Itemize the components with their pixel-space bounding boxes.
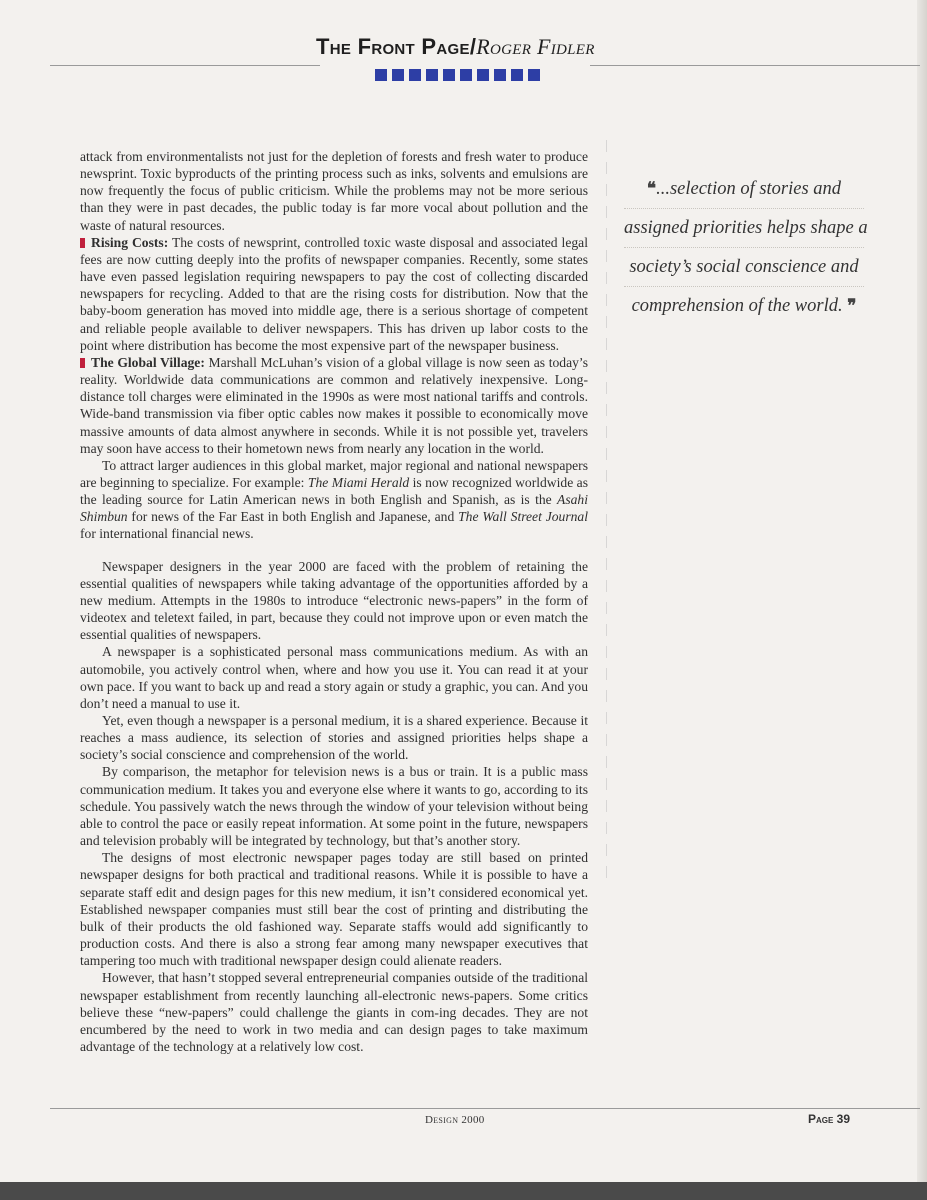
header-squares <box>375 69 540 81</box>
subhead: Rising Costs: <box>91 234 169 250</box>
bullet-icon <box>80 358 85 368</box>
pull-quote-line: society’s social conscience and <box>624 248 864 287</box>
pull-quote <box>624 170 868 325</box>
open-quote-icon: ❝ <box>646 179 657 198</box>
header-square-icon <box>460 69 472 81</box>
header-square-icon <box>528 69 540 81</box>
header-square-icon <box>511 69 523 81</box>
subhead: The Global Village: <box>91 354 205 370</box>
section-title: The Front Page/ <box>316 34 477 59</box>
header-square-icon <box>409 69 421 81</box>
page-edge <box>917 0 927 1182</box>
close-quote-icon: ❞ <box>847 296 857 315</box>
header-rule-right <box>590 65 920 66</box>
publication-name: The Miami Herald <box>307 474 410 490</box>
publication-name: The Wall Street Journal <box>458 509 588 525</box>
paragraph <box>80 354 588 457</box>
header-rule-left <box>50 65 320 66</box>
page-title <box>316 34 595 60</box>
paragraph <box>80 457 588 543</box>
publication-name: Asahi Shimbun <box>80 492 588 525</box>
scan-background <box>0 1182 927 1200</box>
column-divider <box>606 140 607 880</box>
paragraph-text: Marshall McLuhan’s vision of a global village is now seen as today’s reality. Worldwide data communications are common and relatively inexpensive. Long-distance toll charges were eliminated in the 1990s as were most national tariffs and controls. Wide-band transmission via fiber optic cables now makes it possible to economically move massive amounts of data almost anywhere in seconds. While it is not possible yet, travelers may soon have access to their hometown news from nearly any location in the world. <box>80 354 588 456</box>
pull-quote-line: assigned priorities helps shape a <box>624 209 864 248</box>
header-square-icon <box>477 69 489 81</box>
paragraph: However, that hasn’t stopped several entrepreneurial companies outside of the traditional newspaper establishment from recently launching all-electronic news-papers. Some critics believe these “new-papers” could challenge the giants in com-ing decades. They are not encumbered by the need to work in two media and can design pages to take maximum advantage of the technology at a relatively low cost. <box>80 970 588 1054</box>
paragraph-text: is now recognized worldwide as the leading source for Latin American news in both English and Spanish, as is the <box>80 474 588 508</box>
paragraph-text: To attract larger audiences in this global market, major regional and national newspapers are beginning to specialize. For example: <box>80 457 588 490</box>
paragraph-text: for international financial news. <box>80 526 254 542</box>
header-square-icon <box>426 69 438 81</box>
paragraph <box>80 234 588 354</box>
paragraph-text: The costs of newsprint, controlled toxic waste disposal and associated legal fees are now cutting deeply into the profits of newspaper companies. Recently, some states have even passed legislation requiring newspapers to pay the cost of collecting discarded newspapers for recycling. Added to that are the rising costs for distribution. Now that the baby-boom generation has moved into middle age, there is a serious shortage of competent and reliable people available to deliver newspapers. This has driven up labor costs to the point where distribution has become the most expensive part of the newspaper business. <box>80 234 588 353</box>
paragraph: The designs of most electronic newspaper pages today are still based on printed newspaper designs for both practical and traditional reasons. While it is possible to have a separate staff edit and design pages for this new medium, it isn’t considered economical yet. Established newspaper companies must still bear the cost of printing and distributing the bulk of their products the old fashioned way. Separate staffs would add significantly to production costs. And there is also a strong fear among many newspaper executives that tampering too much with traditional newspaper design could alienate readers. <box>80 850 588 969</box>
header-square-icon <box>392 69 404 81</box>
page-number: Page 39 <box>808 1112 851 1126</box>
paragraph-text: for news of the Far East in both English and Japanese, and <box>127 509 459 525</box>
publication-footer: Design 2000 <box>425 1114 485 1126</box>
pull-quote-line <box>624 170 864 209</box>
header-square-icon <box>443 69 455 81</box>
pull-quote-line <box>624 287 864 325</box>
author-name: Roger Fidler <box>476 34 595 59</box>
pull-quote-text: ...selection of stories and <box>656 179 842 199</box>
header-square-icon <box>494 69 506 81</box>
paragraph: Newspaper designers in the year 2000 are faced with the problem of retaining the essential qualities of newspapers while taking advantage of the opportunities afforded by a new medium. Attempts in the 1980s to introduce “electronic news-papers” in the form of videotex and teletext failed, in part, because they could not improve upon or even match the essential qualities of newspapers. <box>80 558 588 643</box>
paragraph: Yet, even though a newspaper is a personal medium, it is a shared experience. Because it reaches a mass audience, its selection of stories and assigned priorities helps shape a society’s social conscience and comprehension of the world. <box>80 713 588 763</box>
article-body <box>80 148 588 1055</box>
footer-rule <box>50 1108 920 1109</box>
bullet-icon <box>80 238 85 248</box>
pull-quote-text: comprehension of the world. <box>631 296 843 316</box>
header-square-icon <box>375 69 387 81</box>
paragraph: A newspaper is a sophisticated personal mass communications medium. As with an automobile, you actively control when, where and how you use it. You can read it at your own pace. If you want to back up and read a story again or study a graphic, you can. And you don’t need a manual to use it. <box>80 644 588 711</box>
paragraph: By comparison, the metaphor for television news is a bus or train. It is a public mass communication medium. It takes you and everyone else where it wants to go, according to its schedule. You passively watch the news through the window of your television without being able to control the pace or easily repeat information. At some point in the future, newspapers and television probably will be integrated by technology, but that’s another story. <box>80 764 588 849</box>
paragraph: attack from environmentalists not just for the depletion of forests and fresh water to produce newsprint. Toxic byproducts of the printing process such as inks, solvents and emulsions are now frequently the focus of public criticism. While the problems may not be more serious than they were in past decades, the public today is far more vocal about pollution and the waste of natural resources. <box>80 149 588 233</box>
